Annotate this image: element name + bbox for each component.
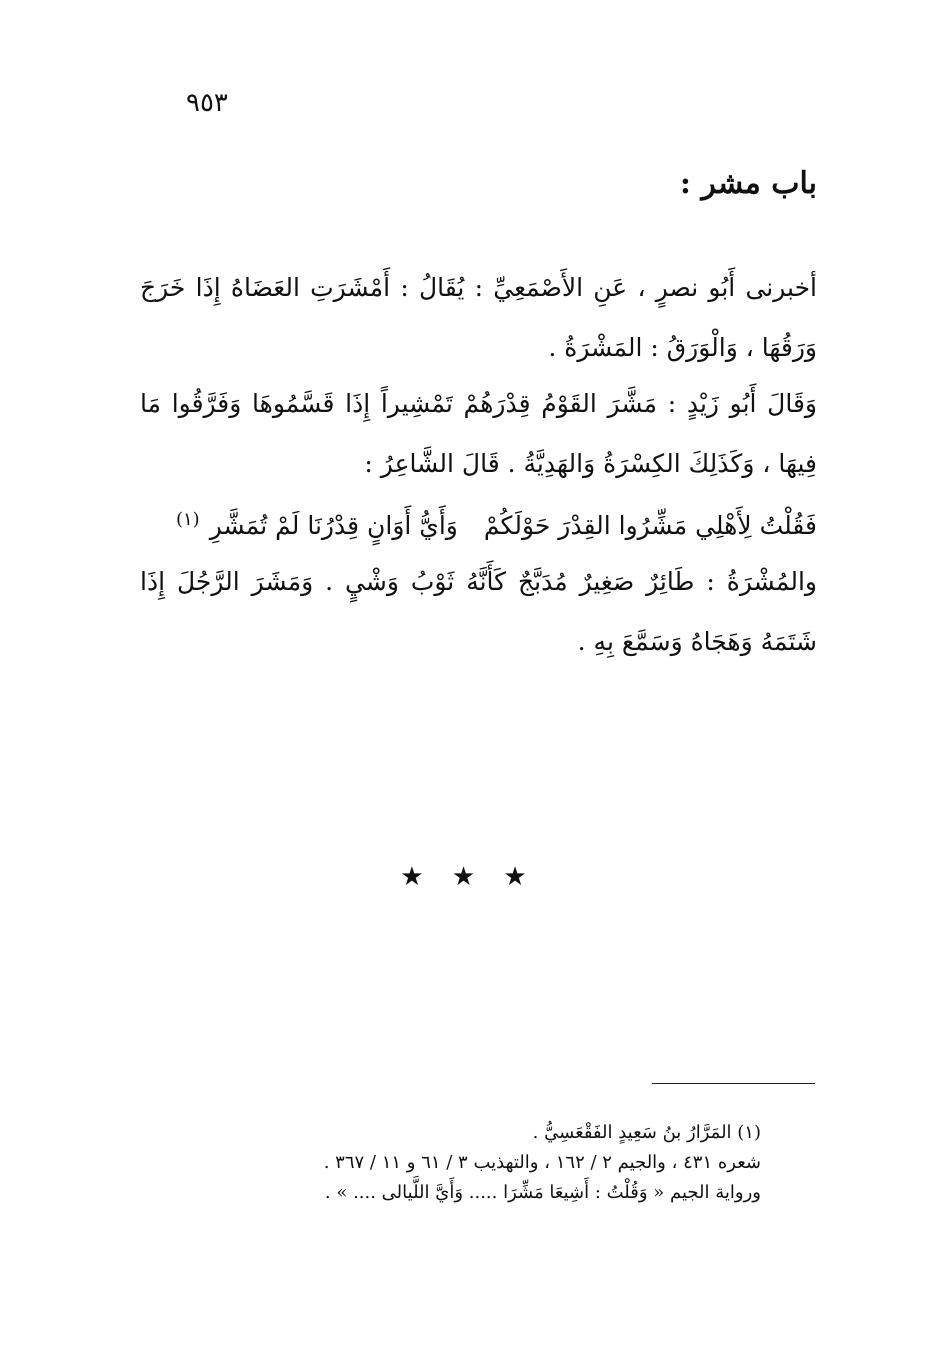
- footnote-reference: (١): [175, 509, 200, 530]
- paragraph-2: وَقَالَ أَبُو زَيْدٍ : مَشَّرَ القَوْمُ قِدْرَهُمْ تَمْشِيراً إِذَا قَسَّمُوهَا وَفَرَّقُوا مَا فِيهَا ، وَكَذَلِكَ الكِسْرَةُ وَالهَدِيَّةُ . قَالَ الشَّاعِرُ :: [140, 389, 817, 478]
- footnote-line-1: (١) المَرَّارُ بنُ سَعِيدٍ الفَقْعَسِيُّ .: [532, 1122, 761, 1143]
- footnote-line-2: شعره ٤٣١ ، والجيم ٢ / ١٦٢ ، والتهذيب ٣ / ٦١ و ١١ / ٣٦٧ .: [323, 1152, 761, 1173]
- footnotes: [180, 1118, 761, 1208]
- footnote-line-3: ورواية الجيم « وَقُلْتُ : أَشِيعَا مَشِّرَا ..... وَأَيَّ اللَّيالى .... » .: [324, 1182, 761, 1203]
- paragraph-3: والمُشْرَةُ : طَائِرٌ صَغِيرٌ مُدَبَّجٌ كَأَنَّهُ ثَوْبُ وَشْيٍ . وَمَشَرَ الرَّجُلَ إِذَا شَتَمَهُ وَهَجَاهُ وَسَمَّعَ بِهِ .: [140, 567, 817, 656]
- section-separator-stars: ★ ★ ★: [400, 862, 537, 892]
- footnote-divider: [652, 1083, 815, 1084]
- poetry-verse: [140, 490, 817, 556]
- paragraph-1: أخبرنى أَبُو نصرٍ ، عَنِ الأَصْمَعِيِّ : يُقَالُ : أَمْشَرَتِ العَضَاهُ إِذَا خَرَجَ وَرَقُهَا ، وَالْوَرَقُ : المَشْرَةُ .: [140, 273, 817, 362]
- verse-second-hemistich: وَأَيُّ أَوَانٍ قِدْرُنَا لَمْ تُمَشَّرِ: [209, 511, 458, 541]
- section-title: باب مشر :: [679, 166, 817, 201]
- page-number: ٩٥٣: [186, 88, 228, 118]
- verse-first-hemistich: فَقُلْتُ لِأَهْلِي مَشِّرُوا القِدْرَ حَوْلَكُمْ: [483, 511, 817, 541]
